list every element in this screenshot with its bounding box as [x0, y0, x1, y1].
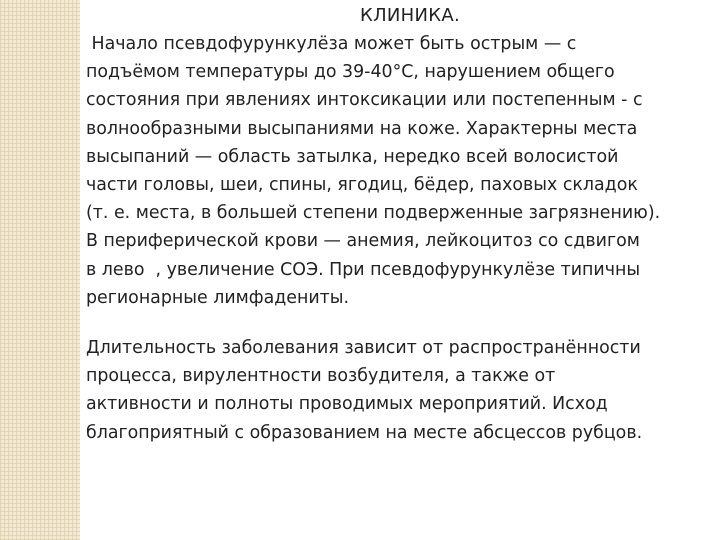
slide-content [86, 4, 714, 447]
paragraph-duration-outcome: Длительность заболевания зависит от распространённости процесса, вирулентности возбудителя, а также от активности и полноты проводимых мероприятий. Исход благоприятный с образованием на месте абсцессов рубцов. [86, 338, 643, 443]
paragraph-clinical-picture: Начало псевдофурункулёза может быть острым — с подъёмом температуры до 39-40°С, нарушением общего состояния при явлениях интоксикации или постепенным - с волнообразными высыпаниями на коже. Характерны места высыпаний — область затылка, нередко всей волосистой части головы, шеи, спины, ягодиц, бёдер, паховых складок (т. е. места, в большей степени подверженные загрязнению). В периферической крови — анемия, лейкоцитоз со сдвигом в лево , увеличение СОЭ. При псевдофурункулёзе типичны регионарные лимфадениты. [86, 34, 661, 308]
decorative-side-strip [0, 0, 80, 540]
slide-title: КЛИНИКА. [360, 5, 460, 26]
